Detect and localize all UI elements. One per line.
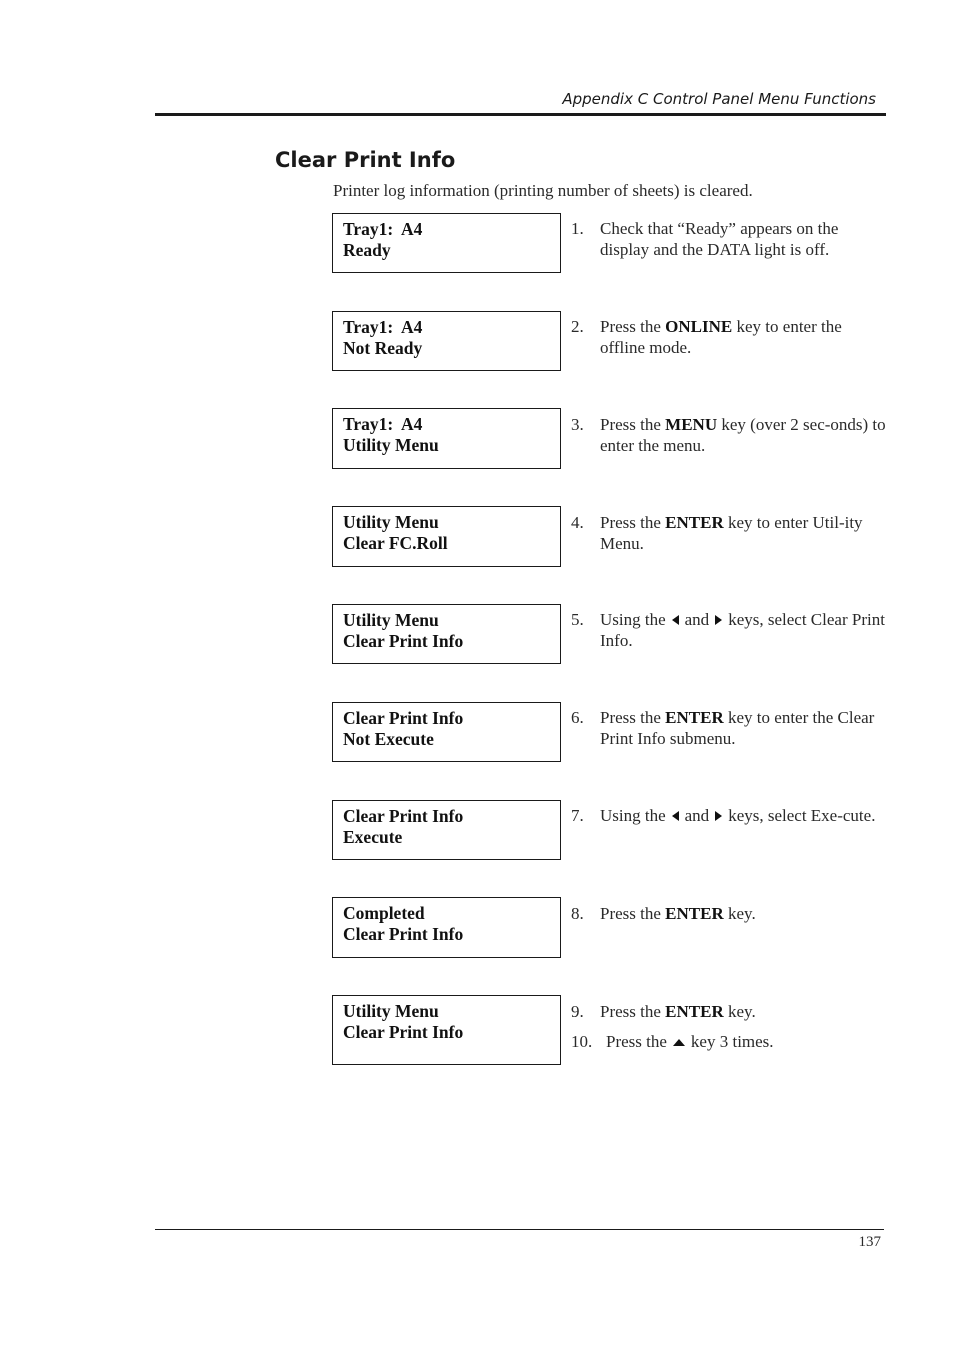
step-item (571, 218, 886, 260)
running-header: Appendix C Control Panel Menu Functions (562, 90, 876, 108)
step-item (571, 609, 886, 651)
display-line-1: Clear Print Info (343, 806, 464, 826)
step-item (571, 1031, 886, 1052)
step-text-part: key. (723, 1002, 756, 1021)
display-line-2: Ready (343, 240, 391, 260)
step-number: 8. (571, 904, 584, 923)
step-number: 9. (571, 1002, 584, 1021)
step-number: 6. (571, 708, 584, 727)
display-line-1: Completed (343, 903, 425, 923)
display-line-2: Execute (343, 827, 403, 847)
display-line-2: Clear Print Info (343, 631, 464, 651)
page-number: 137 (858, 1234, 881, 1250)
step-number: 4. (571, 513, 584, 532)
display-line-1: Tray1: A4 (343, 414, 423, 434)
step-text-part: key 3 times. (690, 1032, 774, 1051)
display-line-1: Utility Menu (343, 1001, 439, 1021)
step-text (600, 414, 886, 456)
step-item (571, 512, 886, 554)
display-panel-9 (332, 995, 561, 1065)
footer-rule (155, 1229, 884, 1230)
step-text-part: Using the (600, 806, 666, 825)
display-line-1: Tray1: A4 (343, 317, 423, 337)
step-item (571, 316, 886, 358)
step-text-part: key to enter the Clear Print Info submenu. (600, 708, 875, 748)
step-text-part: and (684, 610, 710, 629)
step-number: 1. (571, 219, 584, 238)
step-text-part: Press the (600, 317, 666, 336)
step-item (571, 805, 886, 826)
step-text-part: Press the (600, 904, 666, 923)
step-text (600, 609, 886, 651)
display-panel-3 (332, 408, 561, 469)
key-name: ONLINE (665, 317, 733, 336)
step-text (600, 512, 886, 554)
step-text (606, 1031, 886, 1052)
key-name: ENTER (665, 513, 724, 532)
step-text (600, 316, 886, 358)
step-text-part: Press the (600, 513, 666, 532)
step-text-part: Using the (600, 610, 666, 629)
step-item (571, 414, 886, 456)
step-text-part: key (over 2 sec-onds) to enter the menu. (600, 415, 886, 455)
section-intro: Printer log information (printing number of sheets) is cleared. (333, 181, 753, 200)
step-text (600, 903, 886, 924)
key-name: ENTER (665, 708, 724, 727)
step-text-part: Press the (600, 1002, 666, 1021)
right-arrow-key-icon (715, 811, 722, 821)
up-arrow-key-icon (673, 1039, 685, 1046)
step-text (600, 1001, 886, 1022)
key-name: ENTER (665, 1002, 724, 1021)
display-line-2: Not Execute (343, 729, 434, 749)
step-text: Check that “Ready” appears on the display and the DATA light is off. (600, 219, 839, 259)
header-rule (155, 113, 886, 116)
display-line-2: Not Ready (343, 338, 423, 358)
step-text-part: keys, select Exe-cute. (728, 806, 876, 825)
display-line-1: Tray1: A4 (343, 219, 423, 239)
step-text-part: key to enter the offline mode. (600, 317, 842, 357)
step-number: 10. (571, 1032, 593, 1051)
right-arrow-key-icon (715, 615, 722, 625)
step-text-part: Press the (606, 1032, 667, 1051)
step-text-part: keys, select Clear Print Info. (600, 610, 885, 650)
step-text (600, 805, 886, 826)
display-panel-2 (332, 311, 561, 371)
step-text-part: key to enter Util-ity Menu. (600, 513, 863, 553)
step-item (571, 1001, 886, 1022)
step-text-part: key. (723, 904, 756, 923)
left-arrow-key-icon (672, 811, 679, 821)
step-text-part: Press the (600, 415, 666, 434)
display-line-2: Clear FC.Roll (343, 533, 448, 553)
display-line-2: Clear Print Info (343, 924, 464, 944)
display-line-1: Clear Print Info (343, 708, 464, 728)
key-name: ENTER (665, 904, 724, 923)
display-line-1: Utility Menu (343, 610, 439, 630)
step-text-part: and (684, 806, 710, 825)
display-panel-6 (332, 702, 561, 762)
display-panel-4 (332, 506, 561, 567)
step-number: 3. (571, 415, 584, 434)
step-number: 7. (571, 806, 584, 825)
display-panel-8 (332, 897, 561, 958)
step-text (600, 707, 886, 749)
display-line-1: Utility Menu (343, 512, 439, 532)
section-title: Clear Print Info (275, 148, 456, 172)
display-panel-7 (332, 800, 561, 860)
left-arrow-key-icon (672, 615, 679, 625)
step-text-part: Press the (600, 708, 666, 727)
step-item (571, 707, 886, 749)
display-panel-5 (332, 604, 561, 664)
display-line-2: Utility Menu (343, 435, 439, 455)
display-panel-1 (332, 213, 561, 273)
step-number: 2. (571, 317, 584, 336)
step-item (571, 903, 886, 924)
display-line-2: Clear Print Info (343, 1022, 464, 1042)
key-name: MENU (665, 415, 718, 434)
step-number: 5. (571, 610, 584, 629)
